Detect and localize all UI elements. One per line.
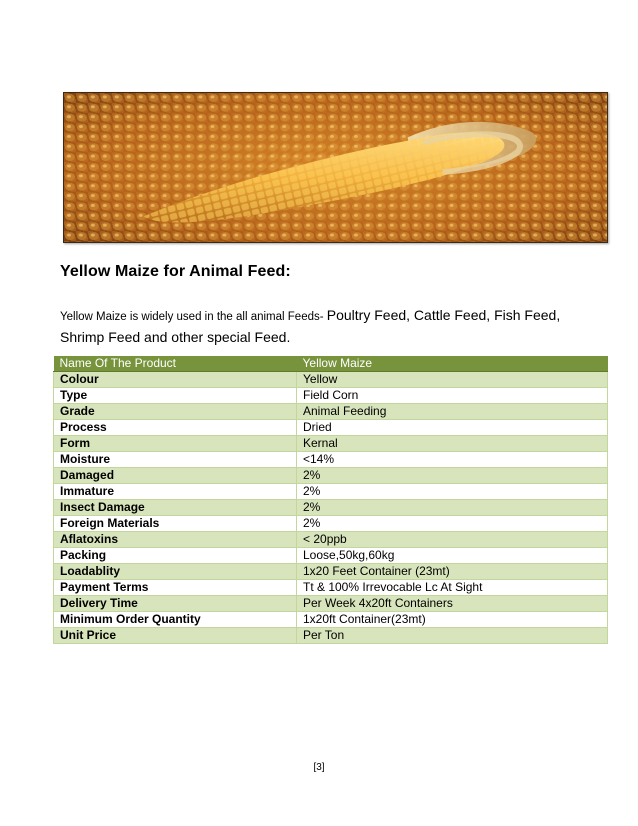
row-key: Insect Damage [54, 500, 297, 516]
table-row [54, 388, 608, 404]
row-value: Dried [297, 420, 608, 436]
page-title: Yellow Maize for Animal Feed: [60, 263, 291, 280]
row-key: Packing [54, 548, 297, 564]
row-key: Delivery Time [54, 596, 297, 612]
row-value: Tt & 100% Irrevocable Lc At Sight [297, 580, 608, 596]
intro-paragraph [60, 305, 600, 347]
row-value: Animal Feeding [297, 404, 608, 420]
table-row [54, 516, 608, 532]
row-key: Form [54, 436, 297, 452]
table-row [54, 404, 608, 420]
row-key: Aflatoxins [54, 532, 297, 548]
row-value: 2% [297, 500, 608, 516]
spec-table [53, 356, 608, 644]
row-value: Kernal [297, 436, 608, 452]
row-key: Foreign Materials [54, 516, 297, 532]
row-value: 2% [297, 484, 608, 500]
row-key: Moisture [54, 452, 297, 468]
table-row [54, 452, 608, 468]
row-key: Type [54, 388, 297, 404]
table-header-row [54, 356, 608, 372]
row-value: Loose,50kg,60kg [297, 548, 608, 564]
row-value: 2% [297, 468, 608, 484]
row-value: <14% [297, 452, 608, 468]
table-row [54, 372, 608, 388]
intro-text-large: Poultry Feed, Cattle Feed, Fish Feed, Shrimp Feed and other special Feed. [60, 307, 561, 345]
row-key: Grade [54, 404, 297, 420]
row-key: Unit Price [54, 628, 297, 644]
corn-icon [64, 93, 607, 242]
row-key: Immature [54, 484, 297, 500]
corn-image [63, 92, 608, 243]
row-value: < 20ppb [297, 532, 608, 548]
row-value: 2% [297, 516, 608, 532]
header-key: Name Of The Product [54, 356, 297, 372]
row-value: 1x20ft Container(23mt) [297, 612, 608, 628]
table-row [54, 612, 608, 628]
row-value: 1x20 Feet Container (23mt) [297, 564, 608, 580]
table-row [54, 596, 608, 612]
table-row [54, 420, 608, 436]
table-row [54, 468, 608, 484]
row-key: Process [54, 420, 297, 436]
table-row [54, 484, 608, 500]
row-value: Per Ton [297, 628, 608, 644]
row-key: Minimum Order Quantity [54, 612, 297, 628]
row-key: Payment Terms [54, 580, 297, 596]
table-row [54, 628, 608, 644]
page-number: [3] [313, 762, 325, 773]
row-key: Damaged [54, 468, 297, 484]
header-value: Yellow Maize [297, 356, 608, 372]
row-value: Yellow [297, 372, 608, 388]
table-row [54, 548, 608, 564]
row-key: Colour [54, 372, 297, 388]
row-value: Per Week 4x20ft Containers [297, 596, 608, 612]
row-key: Loadablity [54, 564, 297, 580]
intro-text-small: Yellow Maize is widely used in the all animal Feeds- [60, 311, 327, 323]
table-row [54, 580, 608, 596]
row-value: Field Corn [297, 388, 608, 404]
table-row [54, 532, 608, 548]
table-row [54, 564, 608, 580]
table-row [54, 500, 608, 516]
table-row [54, 436, 608, 452]
